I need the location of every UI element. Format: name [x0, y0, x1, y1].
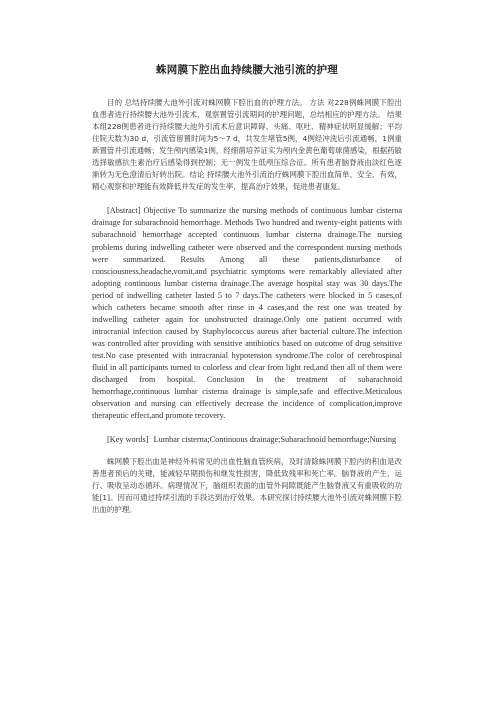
english-abstract: [Abstract] Objective To summarize the nursing methods of continuous lumbar cisterna drainage for subarachnoid hemorrhage. Methods Two hundred and twenty-eight patients with subarachnoid hemorrhage accepted continuous lumbar cisterna drainage.The nursing problems during indwelling catheter were observed and the correspondent nursing methods were summarized. Results Among all these patients,disturbance of consciousness,headache,vomit,and psychiatric symptoms were remarkably alleviated after adopting continuous lumbar cisterna drainage.The average hospital stay was 30 days.The period of indwelling catheter lasted 5 to 7 days.The catheters were blocked in 5 cases,of which catheters became smooth after rinse in 4 cases,and the rest one was treated by indwelling catheter again for unobstructed drainage.Only one patient occurred with intracranial infection caused by Staphylococcus aureus after bacterial culture.The infection was controlled after providing with sensitive antibiotics based on outcome of drug sensitive test.No case presented with intracranial hypotension syndrome.The color of cerebrospinal fluid in all participants turned to colorless and clear from light red,and then all of them were discharged from hospital. Conclusion In the treatment of subarachnoid hemorrhage,continuous lumbar cisterna drainage is simple,safe and effective.Meticulous observation and nursing can effectively decrease the incidence of complication,improve therapeutic effect,and promote recovery. [92, 206, 402, 421]
section-gap [92, 446, 402, 456]
document-title: 蛛网膜下腔出血持续腰大池引流的护理 [156, 64, 338, 76]
document-page [92, 62, 402, 517]
chinese-abstract: 目的 总结持续腰大池外引流对蛛网膜下腔出血的护理方法。 方法 对228例蛛网膜下腔出血患者进行持续腰大池外引流术，观察置管引流期间的护理问题，总结相应的护理方法。 结果 本组228例患者进行持续腰大池外引流术后意识障碍、头痛、呕吐、精神症状明显缓解；平均住院天数为30 d，引流管留置时间为5～7 d，共发生堵管5例，4例经冲洗后引流通畅，1例重新置管并引流通畅；发生颅内感染1例，经细菌培养证实为颅内金黄色葡萄球菌感染，根据药敏选择敏感抗生素治疗后感染得到控制；无一例发生低颅压综合征。所有患者脑脊液由淡红色逐渐转为无色澄清后好转出院。结论 持续腰大池外引流治疗蛛网膜下腔出血简单、安全、有效，精心观察和护理能有效降低并发症的发生率，提高治疗效果，促进患者康复。 [92, 98, 402, 192]
keywords-label: [Key words] [107, 435, 149, 445]
keywords-text: Lumbar cisterna;Continuous drainage;Subarachnoid hemorrhage;Nursing [153, 435, 397, 445]
section-gap [92, 422, 402, 434]
keywords [92, 434, 402, 446]
introduction-paragraph: 蛛网膜下腔出血是神经外科常见的出血性脑血管疾病，及时清除蛛网膜下腔内的积血是改善患者预后的关键，能减轻早期损伤和继发性损害，降低致残率和死亡率。脑脊液的产生、运行、吸收呈动态循环。病理情况下，脑组织表面的血管外间隙既能产生脑脊液又有重吸收的功能[1]。因而可通过持续引流的手段达到治疗效果。本研究探讨持续腰大池外引流对蛛网膜下腔出血的护理。 [92, 457, 402, 515]
section-gap [92, 193, 402, 205]
